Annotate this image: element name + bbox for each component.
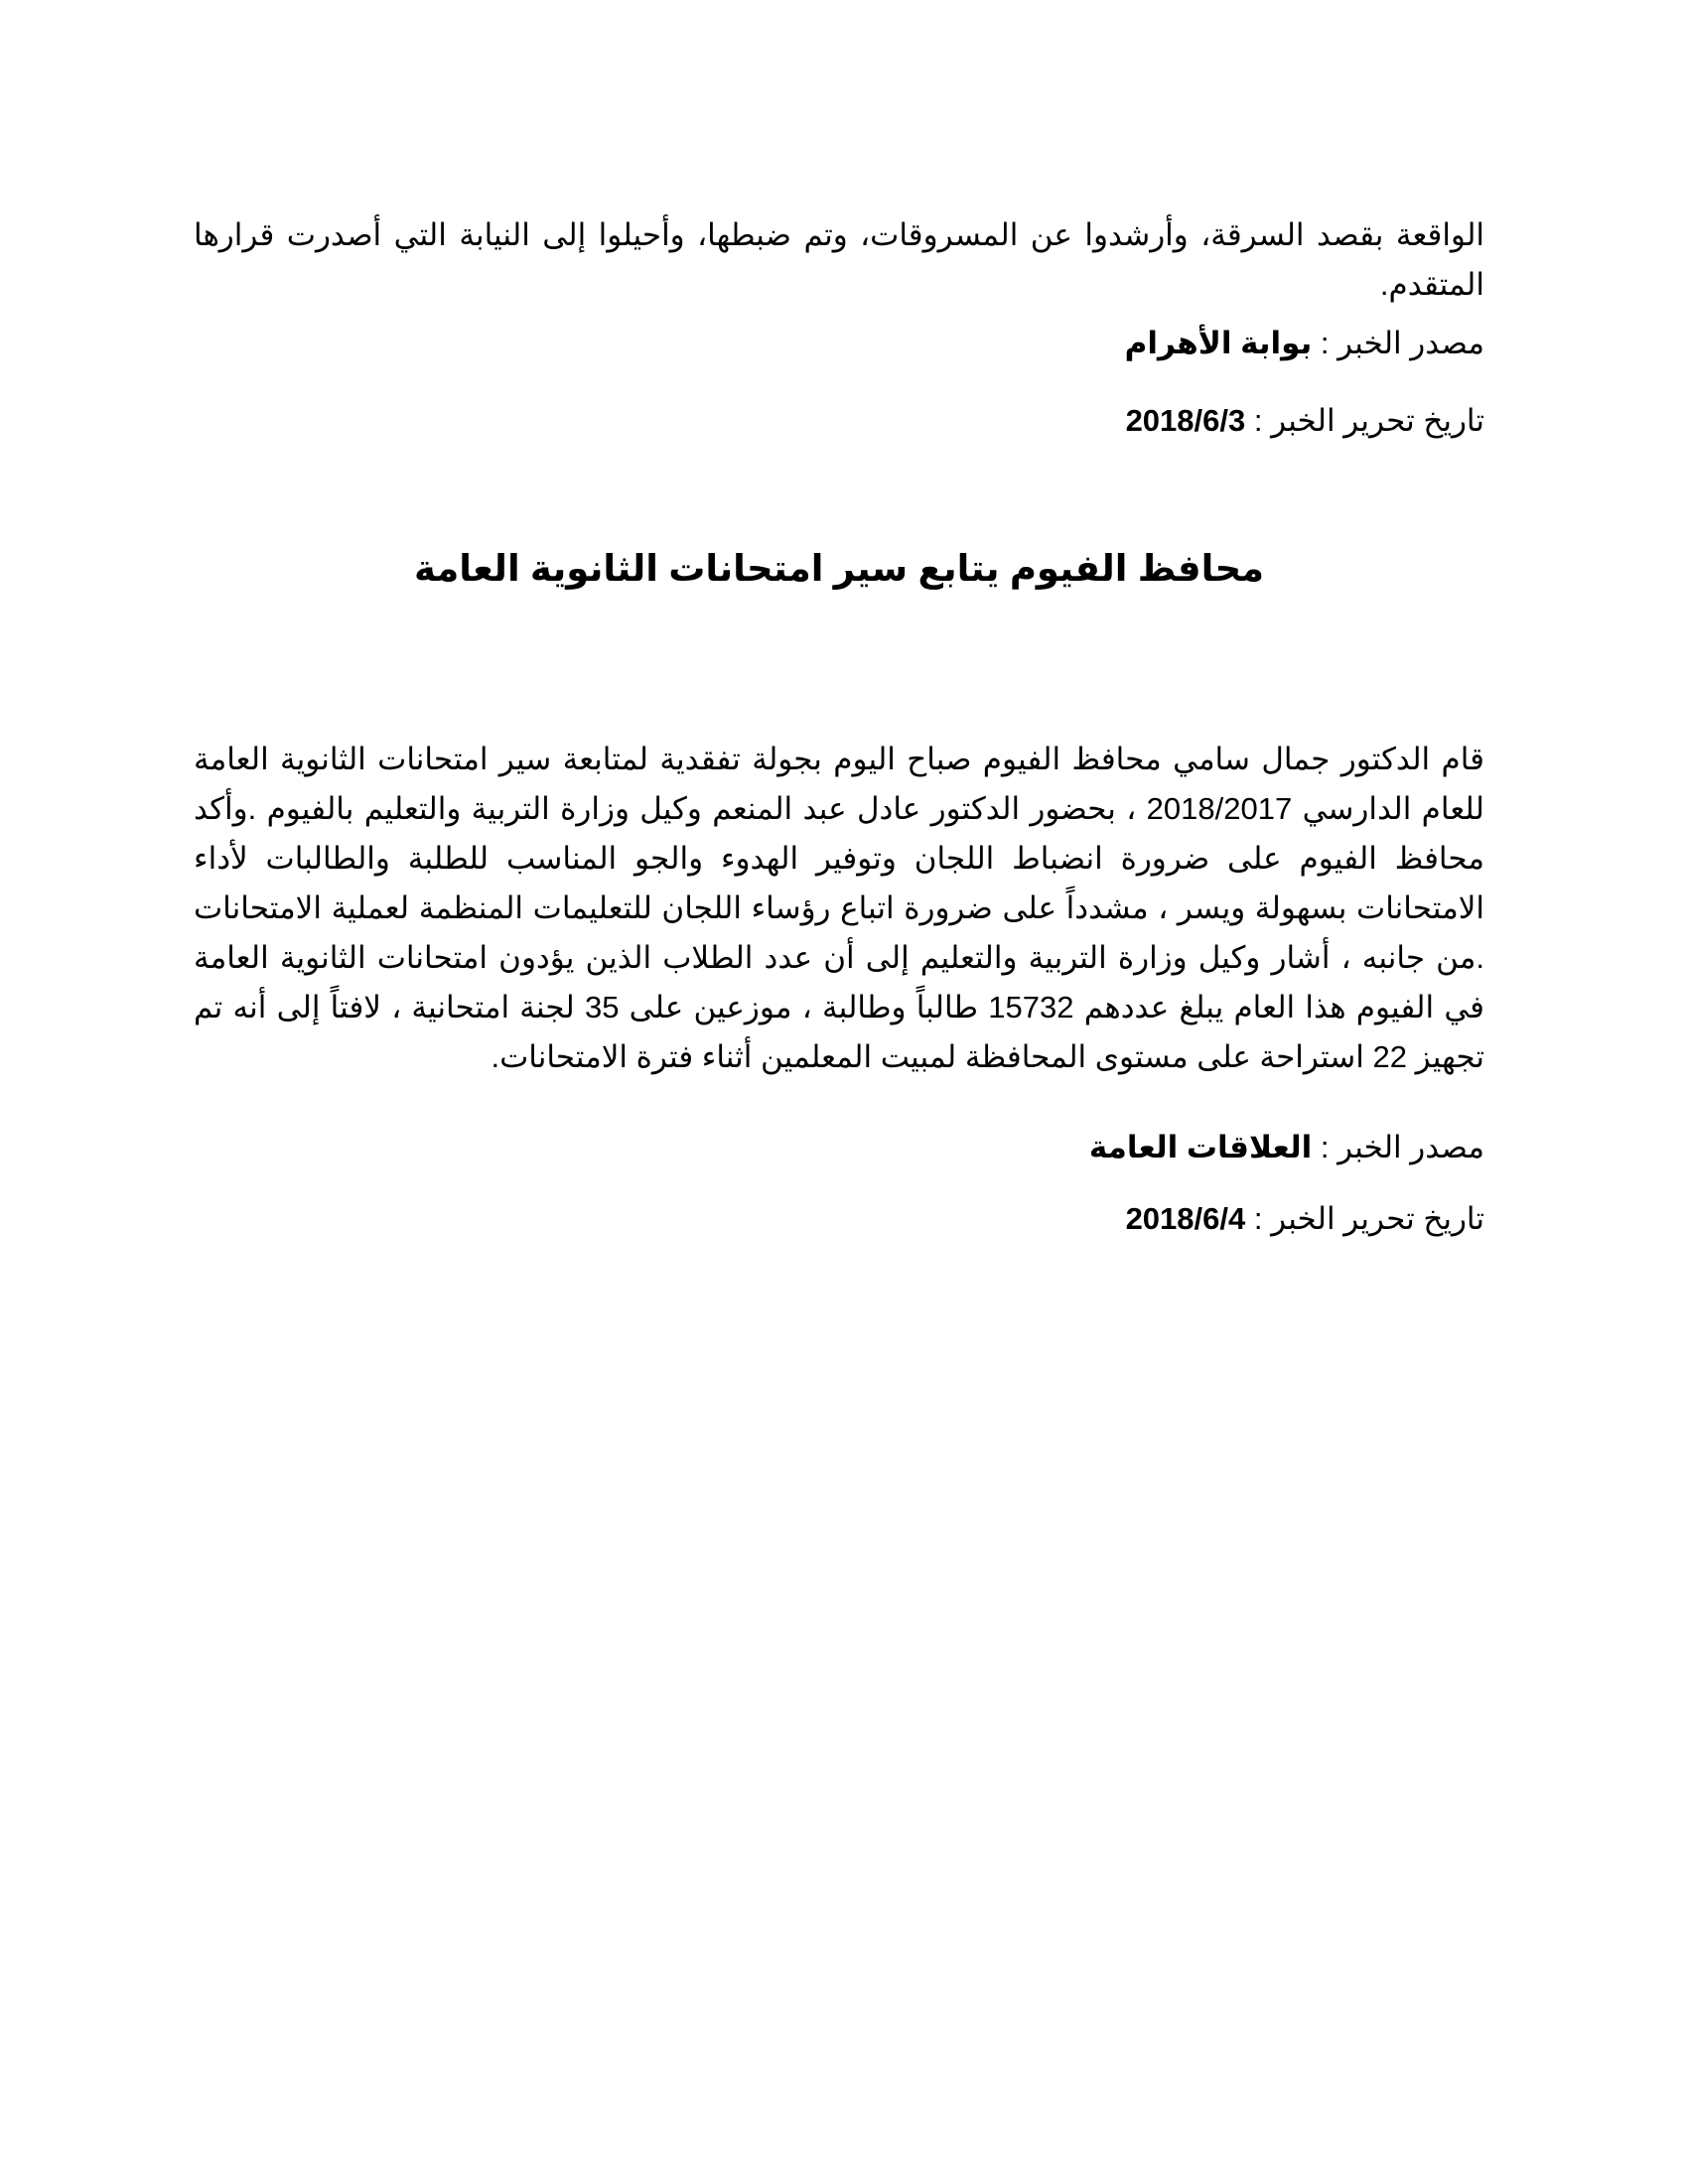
article2-source-line <box>194 1128 1484 1167</box>
article1-date-label: تاريخ تحرير الخبر : <box>1253 403 1484 438</box>
article2-source-label: مصدر الخبر : <box>1320 1130 1484 1164</box>
article2-date-value: 2018/6/4 <box>1125 1201 1246 1236</box>
article2-headline: محافظ الفيوم يتابع سير امتحانات الثانوية العامة <box>413 548 1265 589</box>
article2-date-label: تاريخ تحرير الخبر : <box>1253 1201 1484 1236</box>
article1-date-value: 2018/6/3 <box>1125 403 1246 438</box>
article1-tail-paragraph: الواقعة بقصد السرقة، وأرشدوا عن المسروقات، وتم ضبطها، وأحيلوا إلى النيابة التي أصدرت قرارها المتقدم. <box>194 217 1484 302</box>
article2-body-paragraph: قام الدكتور جمال سامي محافظ الفيوم صباح اليوم بجولة تفقدية لمتابعة سير امتحانات الثانوية العامة للعام الدارسي 2018/2017 ، بحضور الدكتور عادل عبد المنعم وكيل وزارة التربية والتعليم بالفيوم .وأكد محافظ الفيوم على ضرورة انضباط اللجان وتوفير الهدوء والجو المناسب للطلبة والطالبات لأداء الامتحانات بسهولة ويسر ، مشدداً على ضرورة اتباع رؤساء اللجان للتعليمات المنظمة لعملية الامتحانات .من جانبه ، أشار وكيل وزارة التربية والتعليم إلى أن عدد الطلاب الذين يؤدون امتحانات الثانوية العامة في الفيوم هذا العام يبلغ عددهم 15732 طالباً وطالبة ، موزعين على 35 لجنة امتحانية ، لافتاً إلى أنه تم تجهيز 22 استراحة على مستوى المحافظة لمبيت المعلمين أثناء فترة الامتحانات. <box>194 742 1484 1074</box>
article1-source-label: مصدر الخبر : <box>1320 326 1484 360</box>
article1-source-value: بوابة الأهرام <box>1124 326 1313 360</box>
article1-date-line <box>194 401 1484 441</box>
article2-date-line <box>194 1199 1484 1239</box>
article2-source-value: العلاقات العامة <box>1088 1130 1313 1164</box>
article1-source-line <box>194 324 1484 363</box>
